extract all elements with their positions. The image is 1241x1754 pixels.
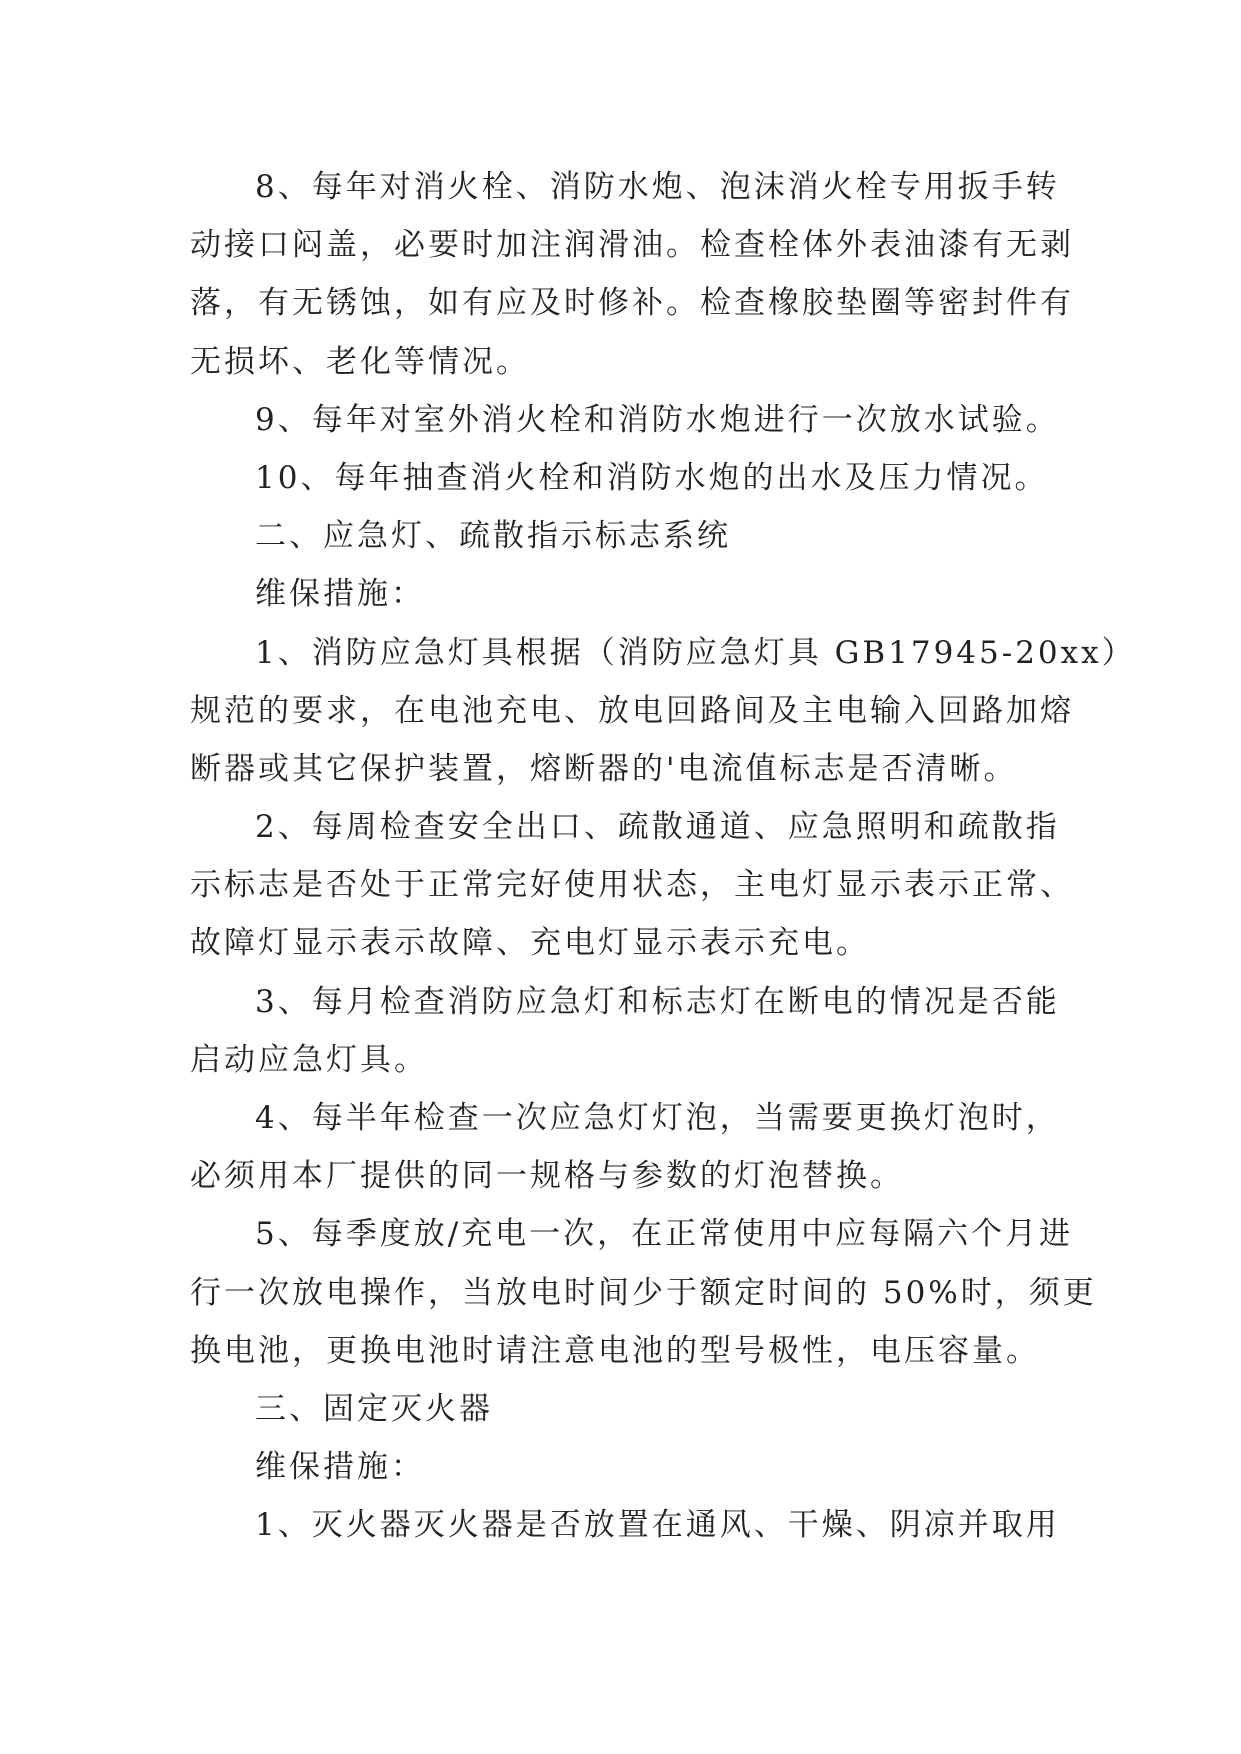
text-line: 落，有无锈蚀，如有应及时修补。检查橡胶垫圈等密封件有 — [190, 285, 1074, 322]
text-line: 启动应急灯具。 — [190, 1041, 428, 1078]
text-line: 换电池，更换电池时请注意电池的型号极性，电压容量。 — [190, 1332, 1040, 1369]
text-line: 3、每月检查消防应急灯和标志灯在断电的情况是否能 — [255, 983, 1060, 1020]
text-line: 示标志是否处于正常完好使用状态，主电灯显示表示正常、 — [190, 867, 1074, 904]
subsection-heading: 维保措施： — [255, 576, 425, 613]
text-line: 规范的要求，在电池充电、放电回路间及主电输入回路加熔 — [190, 692, 1074, 729]
text-line: 1、灭火器灭火器是否放置在通风、干燥、阴凉并取用 — [255, 1507, 1060, 1544]
text-line: 8、每年对消火栓、消防水炮、泡沫消火栓专用扳手转 — [255, 169, 1060, 205]
text-line: 1、消防应急灯具根据（消防应急灯具 GB17945-20xx） — [255, 634, 1136, 671]
text-line: 动接口闷盖，必要时加注润滑油。检查栓体外表油漆有无剥 — [190, 227, 1074, 264]
section-heading: 二、应急灯、疏散指示标志系统 — [255, 518, 731, 555]
text-line: 断器或其它保护装置，熔断器的'电流值标志是否清晰。 — [190, 750, 1018, 787]
text-line: 4、每半年检查一次应急灯灯泡，当需要更换灯泡时， — [255, 1100, 1060, 1136]
subsection-heading: 维保措施： — [255, 1449, 425, 1486]
text-line: 无损坏、老化等情况。 — [190, 343, 530, 380]
document-body — [190, 158, 1136, 1555]
text-line: 2、每周检查安全出口、疏散通道、应急照明和疏散指 — [255, 809, 1060, 846]
text-line: 必须用本厂提供的同一规格与参数的灯泡替换。 — [190, 1158, 904, 1195]
text-line: 5、每季度放/充电一次，在正常使用中应每隔六个月进 — [255, 1216, 1074, 1253]
text-line: 9、每年对室外消火栓和消防水炮进行一次放水试验。 — [255, 401, 1060, 438]
section-heading: 三、固定灭火器 — [255, 1390, 493, 1427]
text-line: 行一次放电操作，当放电时间少于额定时间的 50%时，须更 — [190, 1274, 1097, 1311]
text-line: 故障灯显示表示故障、充电灯显示表示充电。 — [190, 925, 870, 962]
text-line: 10、每年抽查消火栓和消防水炮的出水及压力情况。 — [255, 459, 1049, 496]
